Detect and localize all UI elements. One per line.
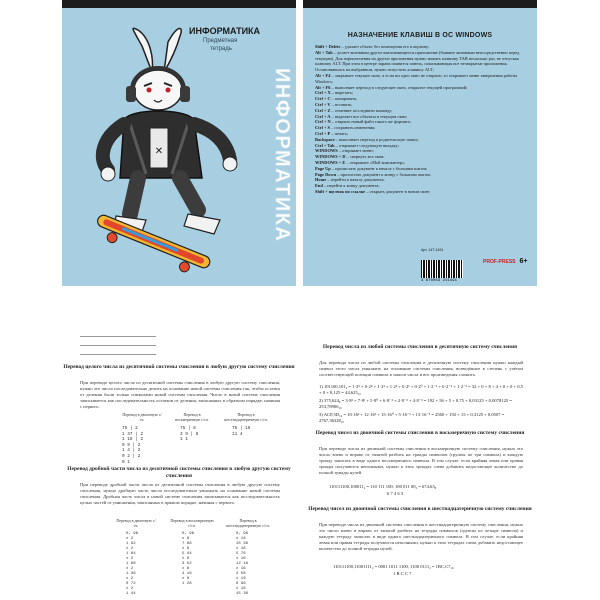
- multiplication-column-octal: [182, 532, 210, 587]
- multiplication-column-binary: [126, 532, 154, 597]
- formula-2: 2) 375,624₈ = 3·8² + 7·8¹ + 5·8⁰ + 6·8⁻¹ + 2·8⁻² + 4·8⁻³ = 192 + 56 + 5 + 0,75 + 0,03125 + 0,0078125 = 253,78906₁₀: [319, 398, 512, 409]
- division-column-octal: [180, 426, 216, 443]
- hotkey-description: – открывает «Мой компьютер»;: [345, 159, 406, 165]
- hotkey-combo: Shift + Delete: [315, 44, 341, 49]
- method-label: Перевод в двоичную с/сч.: [122, 412, 162, 422]
- calc-line: x 16: [236, 567, 246, 571]
- method-label: Перевод в восьмеричную с/сч.: [170, 518, 214, 528]
- method-label: Перевод в восьмеричную с/сч.: [175, 412, 209, 422]
- calc-line: 1 28: [182, 582, 192, 586]
- barcode-number: 4 670059 211491: [421, 279, 458, 283]
- calc-line: x 16: [236, 547, 246, 551]
- hotkey-description: – открыть новый файл такого же формата;: [330, 119, 411, 125]
- calc-line: 0 72: [126, 582, 136, 586]
- hotkey-description: – открывает следующую вкладку;: [334, 142, 399, 148]
- hotkey-combo: Ctrl + Tab: [315, 142, 335, 148]
- formula-3: 3) ACF,5D₁₆ = 10·16² + 12·16¹ + 15·16⁰ + 5·16⁻¹ + 13·16⁻² = 2560 + 192 + 15 + 0,3125 + 0,0507 = 2767,36328₁₀: [319, 412, 505, 423]
- hotkey-description: – вырезать;: [330, 90, 353, 96]
- hotkey-description: – выделяет все объекты в текущем окне;: [330, 113, 408, 119]
- calc-line: 1 37 | 2: [122, 431, 144, 437]
- hotkey-combo: WINDOWS + E: [315, 159, 346, 165]
- calc-line: 12 16: [236, 562, 249, 566]
- hotkey-combo: WINDOWS + D: [315, 154, 346, 160]
- calc-line: x 2: [126, 547, 134, 551]
- division-column-binary: [122, 426, 162, 465]
- hotkey-description: – отменяет последнюю команду;: [330, 107, 393, 113]
- calc-line: 1 1: [180, 437, 188, 443]
- calc-line: x 2: [126, 577, 134, 581]
- calc-line: x 8: [182, 577, 190, 581]
- hotkey-combo: Home: [315, 177, 327, 183]
- formula-1: 1) 101100,101₂ = 1·2⁵ + 0·2⁴ + 1·2³ + 1·2² + 0·2¹ + 0·2⁰ + 1·2⁻¹ + 0·2⁻² + 1·2⁻³ = 32 + 0 + 8 + 4 + 0 + 0 + 0,5 + 0 + 0,125 = 44,625₁₀: [319, 384, 523, 395]
- calc-line: 1 18 | 2: [122, 437, 144, 443]
- hotkeys-title: НАЗНАЧЕНИЕ КЛАВИШ В ОС WINDOWS: [347, 32, 493, 39]
- calc-line: 0, 96: [126, 532, 139, 536]
- hotkey-description: – сохранить изменения;: [329, 125, 376, 131]
- subject-title: ИНФОРМАТИКА: [189, 26, 261, 36]
- calc-line: 4 16: [182, 572, 192, 576]
- inside-left-page: [62, 314, 296, 600]
- calc-line: 15 36: [236, 542, 249, 546]
- cover-top-strip: [303, 0, 537, 8]
- article-number: Арт. 14Т-1491: [421, 248, 444, 252]
- hotkey-combo: Alt + Tab: [315, 49, 333, 55]
- vertical-subject-word: [248, 64, 293, 264]
- calc-line: 2 56: [236, 572, 246, 576]
- hotkey-description: – открыть документ в новом окне;: [365, 188, 431, 194]
- publisher-logo: PROF-PRESS: [483, 259, 516, 265]
- hotkey-combo: Page Down: [315, 171, 337, 177]
- hotkey-description: – перейти к началу документа;: [326, 177, 385, 183]
- hotkey-combo: Ctrl + V: [315, 101, 331, 107]
- hotkey-description: – перейти к концу документа;: [322, 183, 380, 189]
- calc-line: x 2: [126, 537, 134, 541]
- barcode: [421, 260, 463, 278]
- calc-line: 7 68: [182, 542, 192, 546]
- calc-line: 0, 96: [236, 532, 249, 536]
- hotkey-description: – закрывает текущее окно, а если ни одно окно не открыто, то открывает меню завершения работы Windows;: [315, 72, 517, 84]
- section-text: Для перевода числа из любой системы счисления в десятичную систему счисления нужно каждый символ этого числа умножить на основание системы счисления, возведённое в степень с учётом соответствующей позиции символа в записи числа и все произведения сложить.: [319, 360, 523, 377]
- hotkey-description: – копировать;: [330, 96, 358, 102]
- section-text: При переводе числа из двоичной системы счисления в восьмеричную систему счисления, нужно это число влево и вправо от запятой разбить на триады символов (группы по три символа) и каждую триаду записать в виде одного восьмеричного символа. В том случае, если крайняя левая или правая триады получаются неполными, нужно к этих триадах слева добавить недостающее количество до полной триады нулей.: [319, 446, 523, 475]
- formula-5: 110111100,11001111₂ = 0001 1011 1100, 1100 0111₂ = 1BC,C7₁₆: [333, 564, 454, 569]
- division-column-hex: [232, 426, 272, 437]
- hotkey-description: – пролистать документ к концу с большим шагом;: [336, 171, 431, 177]
- section-text: При переводе целого числа из десятичной системы счисления в любую другую систему счисления, нужно это число последовательно делить на основание новой системы счисления так, чтобы остатки от деления были только символами новой системы счисления. Число в новой системе счисления записывается как последовательность остатков от деления, записанных в обратном порядке, начиная с первого.: [80, 380, 280, 409]
- hotkey-description: – выполняет переход в следующее окно, открытое текущей программой;: [330, 84, 468, 90]
- svg-text:ИНФОРМАТИКА: ИНФОРМАТИКА: [271, 68, 293, 243]
- calc-line: 1 36: [126, 572, 136, 576]
- section-heading: Перевод дробной части числа из десятичной системы счисления в любую другую систему счисления: [67, 466, 291, 479]
- hotkey-combo: Backspace: [315, 136, 335, 142]
- cover-top-strip: [62, 0, 296, 8]
- calc-line: 15 36: [236, 592, 249, 596]
- calc-line: 8 96: [236, 582, 246, 586]
- inside-right-page: [303, 314, 537, 600]
- multiplication-column-hex: [236, 532, 266, 597]
- hotkey-description: – свернуть все окна;: [345, 154, 385, 160]
- hotkey-combo: Ctrl + P: [315, 130, 331, 136]
- name-line: [80, 336, 156, 337]
- front-cover: [62, 0, 296, 286]
- calc-line: x 8: [182, 557, 190, 561]
- hotkey-item: [315, 189, 527, 195]
- calc-line: 1 92: [126, 542, 136, 546]
- age-rating: 6+: [519, 258, 528, 265]
- section-text: При переводе числа из двоичной системы счисления в шестнадцатеричную систему счисления, нужно это число влево и вправо от запятой разбить на тетрады символов (группы по четыре символа) и каждую тетраду записать в виде одного шестнадцатеричного символа. В том случае, если крайняя левая или правая тетрады получаются неполными, нужно к этих тетрадах слева добавить недостающее количество до полной тетрады нулей.: [319, 522, 523, 551]
- section-heading: Перевод числа из любой системы счисления в десятичную систему счисления: [322, 344, 518, 350]
- calc-line: 5 76: [236, 552, 246, 556]
- calc-line: x 8: [182, 547, 190, 551]
- subtitle-line-2: тетрадь: [210, 46, 232, 52]
- hotkey-combo: Ctrl + N: [315, 119, 331, 125]
- calc-line: 1 4 | 2: [122, 448, 141, 454]
- calc-line: 1 68: [126, 562, 136, 566]
- svg-text:✕: ✕: [154, 146, 164, 157]
- hotkey-description: – печать;: [330, 130, 348, 136]
- calc-line: x 16: [236, 577, 246, 581]
- calc-line: x 2: [126, 567, 134, 571]
- calc-line: x 16: [236, 537, 246, 541]
- calc-line: 0 2 | 2: [122, 453, 141, 459]
- calc-line: 1 84: [126, 552, 136, 556]
- hotkey-combo: Page Up: [315, 165, 331, 171]
- hotkey-item: [315, 73, 527, 85]
- calc-line: x 2: [126, 587, 134, 591]
- calc-line: x 16: [236, 587, 246, 591]
- hotkey-description: – открывает меню;: [337, 148, 374, 154]
- method-label: Перевод в шестнадцатеричную с/сч.: [226, 518, 270, 528]
- method-label: Перевод в шестнадцатеричную с/сч.: [224, 412, 268, 422]
- hotkey-combo: Alt + F4: [315, 72, 331, 78]
- hotkey-item: [315, 50, 527, 73]
- back-cover: [303, 0, 537, 286]
- section-heading: Перевод чисел из двоичной системы счисления в восьмеричную систему счисления: [315, 430, 525, 436]
- calc-line: 3 52: [182, 562, 192, 566]
- calc-line: x 8: [182, 537, 190, 541]
- hotkey-description: – удаляет объект без помещения его в корзину;: [340, 44, 430, 49]
- hotkey-combo: Alt + F6: [315, 84, 331, 90]
- calc-line: 0 1: [122, 459, 130, 465]
- calc-line: 0, 96: [182, 532, 195, 536]
- formula-4: 110111100,100011₂ = 110 111 100, 100 011 00₂ = 674,63₈: [329, 484, 437, 489]
- section-text: При переводе дробной части числа из десятичной системы счисления в любую другую систему счисления, нужно дробную часть числа последовательно умножать на основание новой системы счисления. Дробная часть числа в новой системе счисления записывается как последовательность целых частей от умножения, записанных в прямом порядке, начиная с первого.: [80, 482, 280, 505]
- calc-line: 1 44: [126, 592, 136, 596]
- calc-line: 3 9 | 8: [180, 431, 199, 437]
- hotkey-description: – пролистать документ к началу с большим шагом;: [330, 165, 428, 171]
- publisher-block: [421, 248, 529, 286]
- hotkeys-list: [315, 44, 527, 195]
- formula-4-digits: 6 7 4 6 3: [387, 491, 404, 496]
- subtitle-line-1: Предметная: [203, 38, 238, 44]
- hotkey-combo: WINDOWS: [315, 148, 338, 154]
- calc-line: x 8: [182, 567, 190, 571]
- hotkey-combo: Shift + щелчок по ссылке: [315, 188, 366, 194]
- method-label: Перевод в двоичную с/сч.: [116, 518, 156, 528]
- calc-line: x 2: [126, 557, 134, 561]
- calc-line: 0 9 | 2: [122, 442, 141, 448]
- section-heading: Перевод чисел из двоичной системы счисления в шестнадцатеричную систему счисления: [308, 506, 532, 512]
- hotkey-combo: Ctrl + Z: [315, 107, 331, 113]
- hotkey-combo: Ctrl + X: [315, 90, 331, 96]
- calc-line: 11 4: [232, 431, 243, 437]
- section-heading: Перевод целого числа из десятичной системы счисления в любую другую систему счисления: [63, 364, 295, 370]
- name-line: [80, 354, 156, 355]
- rabbit-skater-illustration: [80, 28, 250, 273]
- name-line: [80, 345, 156, 346]
- hotkey-description: – выполняет переход в родительскую папку;: [334, 136, 419, 142]
- hotkey-description: – делает активным другое выполняющееся приложение (бывшее активным непосредственно перед текущим). Для переключения на другие приложения нужно нажать клавишу TAB несколько раз, не отпуская клавишу ALT. При этом в центре экрана появится панель, показывающая все незакрытые приложения. Остановившись на выбранном, нужно отпустить клавишу ALT;: [315, 49, 520, 73]
- calc-line: 75 | 8: [180, 426, 196, 431]
- hotkey-combo: Ctrl + C: [315, 96, 331, 102]
- hotkey-combo: End: [315, 183, 323, 189]
- hotkey-combo: Ctrl + A: [315, 113, 331, 119]
- calc-line: 75 | 16: [232, 426, 251, 431]
- calc-line: 75 | 2: [122, 426, 138, 431]
- hotkey-combo: Ctrl + S: [315, 125, 330, 131]
- calc-line: x 16: [236, 557, 246, 561]
- hotkey-description: – вставить;: [330, 101, 353, 107]
- calc-line: 5 44: [182, 552, 192, 556]
- formula-5-digits: 1 B C C 7: [393, 571, 412, 576]
